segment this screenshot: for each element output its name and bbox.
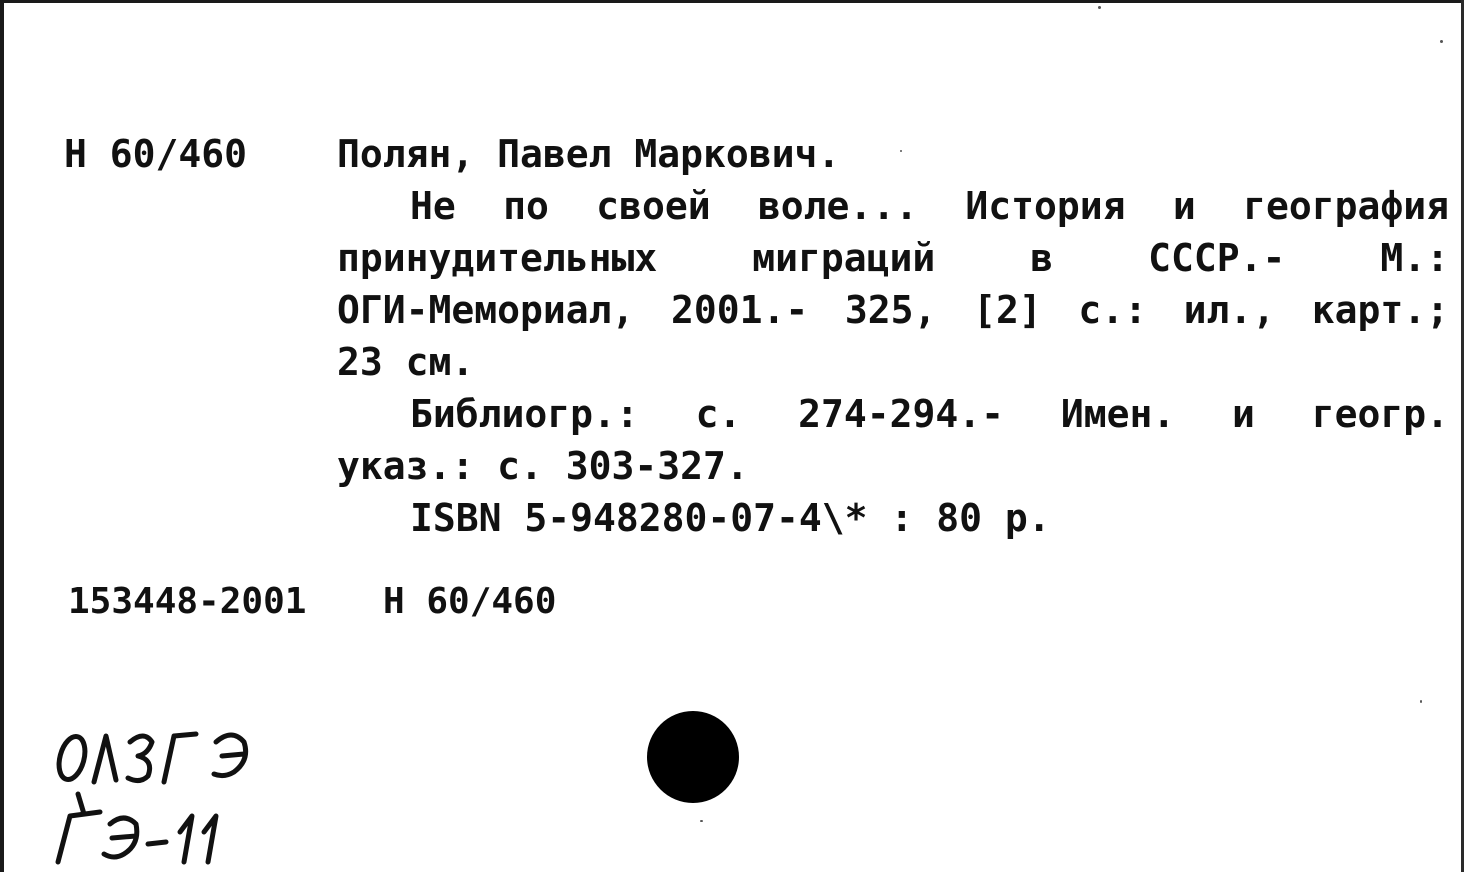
title-line-1: Не по своей воле... История и география [410, 184, 1449, 228]
author-heading: Полян, Павел Маркович. [337, 132, 841, 176]
card-left-edge [0, 0, 4, 872]
notes-line-2: указ.: с. 303-327. [337, 444, 749, 488]
scan-speck [1440, 40, 1443, 43]
isbn-line: ISBN 5-948280-07-4\* : 80 р. [410, 496, 1051, 540]
notes-line-1: Библиогр.: с. 274-294.- Имен. и геогр. [410, 392, 1449, 436]
shelfmark-bottom: Н 60/460 [383, 581, 557, 622]
scan-speck [1420, 700, 1422, 703]
shelfmark-top: Н 60/460 [64, 132, 248, 176]
scan-speck [1098, 6, 1101, 9]
handwriting-drawing [44, 720, 274, 870]
handwritten-notes [44, 720, 274, 872]
title-line-3: ОГИ-Мемориал, 2001.- 325, [2] с.: ил., карт.; [337, 288, 1449, 332]
accession-number: 153448-2001 [68, 581, 307, 622]
scan-speck [900, 150, 902, 152]
punch-hole [647, 711, 739, 803]
title-line-2: принудительных миграций в СССР.- М.: [337, 236, 1449, 280]
scan-speck [700, 820, 703, 822]
title-line-4: 23 см. [337, 340, 475, 384]
card-top-edge [0, 0, 1464, 3]
